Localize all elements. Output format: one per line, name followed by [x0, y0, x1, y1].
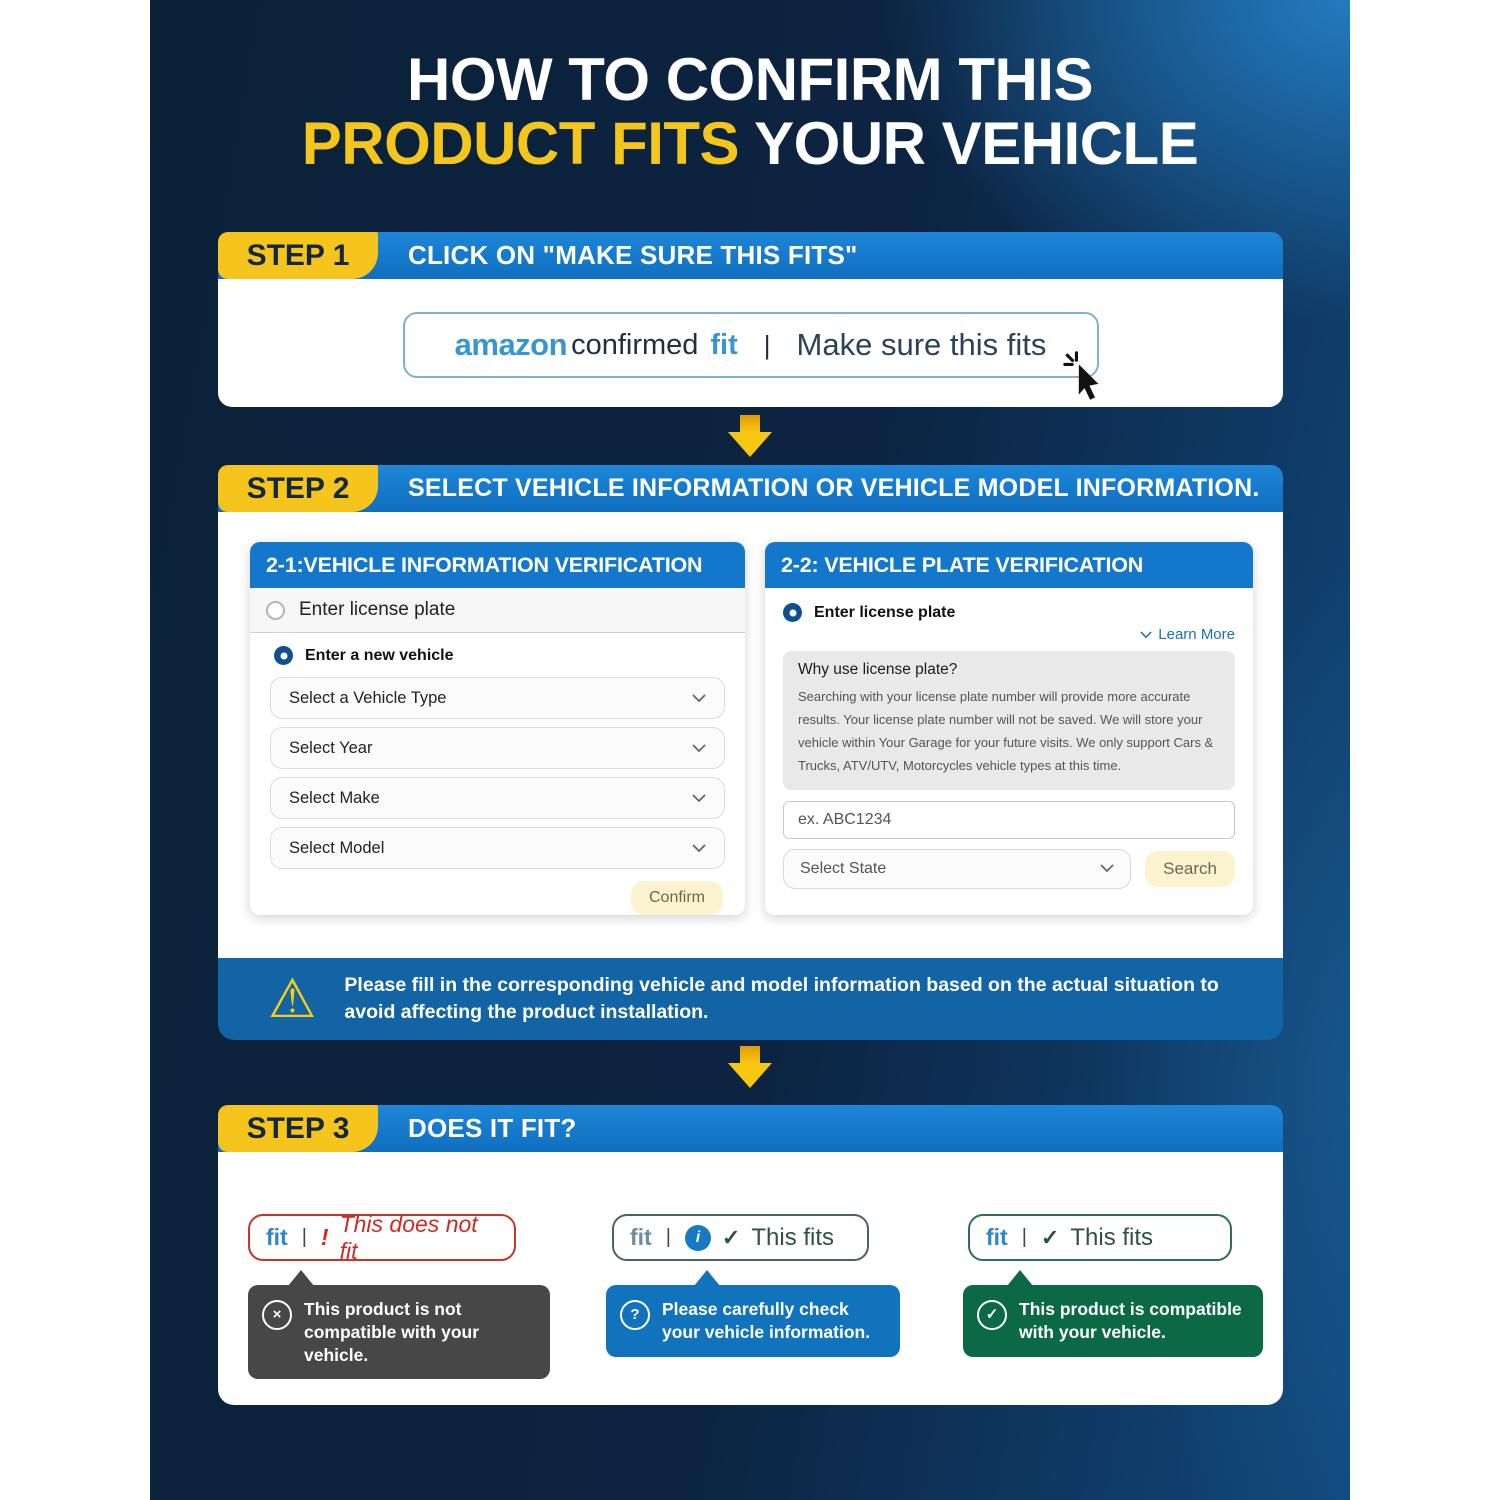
- chevron-down-icon: [692, 744, 706, 753]
- radio-license-plate-label: Enter license plate: [299, 599, 456, 620]
- question-circle-icon: ?: [620, 1300, 650, 1330]
- fit-logo: fit: [266, 1224, 288, 1250]
- vehicle-info-verification-card: [250, 542, 745, 915]
- page-title: [150, 48, 1350, 176]
- callout-check-info: [606, 1285, 900, 1357]
- state-select-value: Select State: [800, 859, 887, 877]
- step3-badge: STEP 3: [218, 1105, 378, 1152]
- warning-triangle-icon: ⚠: [268, 969, 317, 1029]
- radio-enter-license-plate-label: Enter license plate: [814, 603, 956, 621]
- make-select-value: Select Make: [289, 788, 380, 807]
- info-box-body: Searching with your license plate number will provide more accurate results. Your license plate number will not be saved. We will store your vehicle within Your Garage for your future visits. We only support Cars & Trucks, ATV/UTV, Motorcycles vehicle types at this time.: [798, 689, 1214, 774]
- chevron-down-icon: [1100, 864, 1114, 873]
- title-line1: HOW TO CONFIRM THIS: [406, 46, 1093, 113]
- radio-row-new-vehicle[interactable]: [250, 633, 745, 669]
- model-select-value: Select Model: [289, 838, 385, 857]
- radio-unselected-icon[interactable]: [266, 601, 285, 620]
- chevron-down-icon: [692, 694, 706, 703]
- gradient-background: [150, 0, 1350, 1500]
- down-arrow-icon: [728, 415, 772, 457]
- confirm-button[interactable]: Confirm: [631, 881, 723, 915]
- step1-panel: [218, 279, 1283, 407]
- title-highlight: PRODUCT FITS: [301, 110, 740, 178]
- learn-more-link[interactable]: [765, 624, 1253, 647]
- search-button[interactable]: Search: [1145, 851, 1235, 887]
- fit-badge-check-info: [612, 1214, 869, 1261]
- step1-heading: CLICK ON "MAKE SURE THIS FITS": [408, 240, 858, 270]
- check-circle-icon: ✓: [977, 1300, 1007, 1330]
- fit-logo: fit: [630, 1224, 652, 1250]
- step2-badge: STEP 2: [218, 465, 378, 512]
- license-plate-info-box: [783, 651, 1235, 790]
- step2-panel: [218, 512, 1283, 958]
- step3-heading: DOES IT FIT?: [408, 1113, 577, 1143]
- title-line2-rest: YOUR VEHICLE: [739, 110, 1199, 178]
- cross-circle-icon: ×: [262, 1300, 292, 1330]
- separator: |: [1021, 1226, 1027, 1248]
- state-search-row: [783, 849, 1235, 889]
- radio-row-license-plate[interactable]: [250, 588, 745, 633]
- state-select[interactable]: [783, 849, 1131, 889]
- check-mark: ✓: [721, 1224, 741, 1250]
- confirmed-label: confirmed: [571, 328, 699, 361]
- chevron-down-icon: [1140, 631, 1152, 639]
- fit-logo: fit: [986, 1224, 1008, 1250]
- callout-compatible-text: This product is compatible with your vehicle.: [1019, 1299, 1242, 1342]
- callout-compatible: [963, 1285, 1263, 1357]
- step3-panel: [218, 1152, 1283, 1405]
- radio-new-vehicle-label: Enter a new vehicle: [305, 646, 454, 664]
- down-arrow-icon: [728, 1046, 772, 1088]
- year-select[interactable]: [270, 727, 725, 769]
- separator: |: [665, 1226, 671, 1248]
- step3-bar: [218, 1105, 1283, 1152]
- amazon-confirmed-fit-widget[interactable]: [403, 312, 1099, 378]
- this-fits-label: This fits: [1070, 1223, 1154, 1251]
- radio-selected-icon[interactable]: [274, 646, 293, 665]
- exclamation-mark: !: [320, 1224, 329, 1250]
- learn-more-label: Learn More: [1158, 626, 1235, 643]
- check-mark: ✓: [1040, 1224, 1060, 1250]
- fit-label: fit: [710, 328, 738, 361]
- year-select-value: Select Year: [289, 738, 373, 757]
- vehicle-type-select-value: Select a Vehicle Type: [289, 688, 447, 707]
- does-not-fit-label: This does not fit: [339, 1210, 478, 1264]
- make-select[interactable]: [270, 777, 725, 819]
- vehicle-info-card-title: 2-1:VEHICLE INFORMATION VERIFICATION: [250, 542, 745, 588]
- step2-bar: [218, 465, 1283, 512]
- fit-badge-this-fits: [968, 1214, 1232, 1261]
- callout-not-compatible-text: This product is not compatible with your vehicle.: [304, 1299, 480, 1365]
- cursor-click-icon: [1063, 351, 1107, 406]
- this-fits-label: This fits: [751, 1223, 835, 1251]
- fit-badge-does-not-fit: [248, 1210, 516, 1264]
- amazon-logo: amazon: [454, 327, 568, 362]
- separator: |: [301, 1226, 307, 1248]
- callout-not-compatible: [248, 1285, 550, 1379]
- license-plate-input[interactable]: [783, 801, 1235, 839]
- step2-heading: SELECT VEHICLE INFORMATION OR VEHICLE MODEL INFORMATION.: [408, 474, 1260, 502]
- make-sure-this-fits-link[interactable]: Make sure this fits: [796, 327, 1047, 362]
- warning-strip: [218, 958, 1283, 1040]
- radio-selected-icon[interactable]: [783, 603, 802, 622]
- confirm-row: [250, 869, 745, 915]
- model-select[interactable]: [270, 827, 725, 869]
- step1-badge: STEP 1: [218, 232, 378, 279]
- vehicle-type-select[interactable]: [270, 677, 725, 719]
- chevron-down-icon: [692, 844, 706, 853]
- step1-bar: [218, 232, 1283, 279]
- callout-check-info-text: Please carefully check your vehicle information.: [662, 1299, 871, 1342]
- warning-text: Please fill in the corresponding vehicle and model information based on the actual situation to avoid affecting the product installation.: [344, 973, 1219, 1023]
- vehicle-plate-card-title: 2-2: VEHICLE PLATE VERIFICATION: [765, 542, 1253, 588]
- radio-row-enter-license-plate[interactable]: [765, 588, 1253, 624]
- info-box-title: Why use license plate?: [798, 661, 958, 678]
- title-line2: [150, 112, 1350, 176]
- vehicle-plate-verification-card: [765, 542, 1253, 915]
- separator: |: [763, 329, 771, 360]
- info-icon: i: [685, 1225, 711, 1251]
- chevron-down-icon: [692, 794, 706, 803]
